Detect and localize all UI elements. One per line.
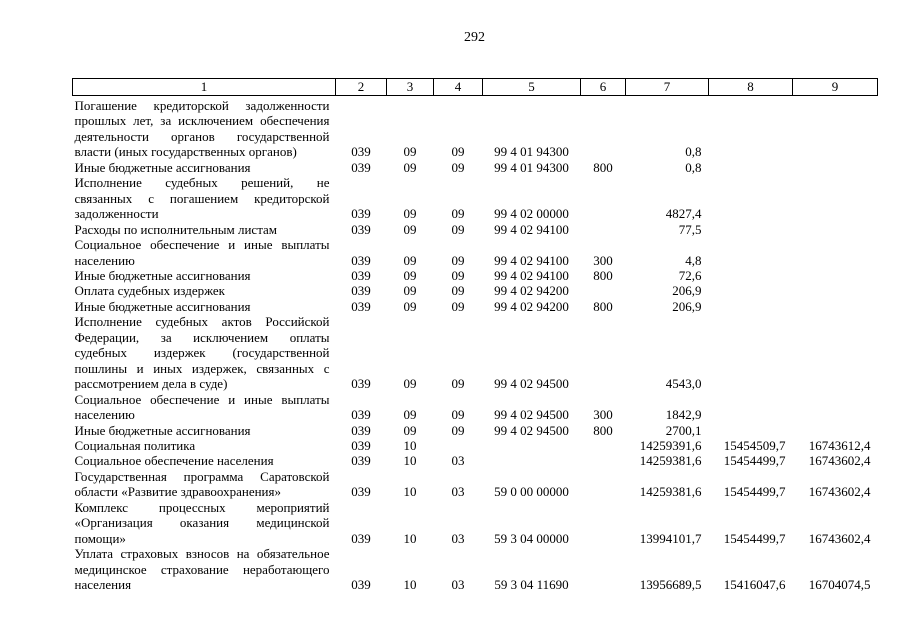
expense-type-cell [581, 314, 626, 391]
amount-year3-cell: 16743602,4 [808, 530, 871, 546]
amount-year3-cell [793, 423, 878, 438]
name-cell: Погашение кредиторской задолженности прошлых лет, за исключением обеспечения деятельности органов государственной власти (иных государственных органов) [74, 98, 330, 160]
table-row [73, 175, 878, 221]
subsection-cell: 09 [451, 407, 465, 423]
amount-year1-cell: 72,6 [678, 267, 702, 283]
name-cell: Оплата судебных издержек [74, 283, 225, 299]
table-row [73, 500, 878, 546]
amount-year3-cell [793, 392, 878, 423]
amount-year1-cell: 0,8 [685, 159, 702, 175]
column-number-header: 4 [434, 79, 483, 96]
amount-year3-cell [793, 96, 878, 160]
grbs-code-cell: 039 [351, 298, 371, 314]
target-article-cell: 99 4 02 94200 [494, 283, 569, 299]
subsection-cell: 09 [451, 221, 465, 237]
grbs-code-cell: 039 [351, 453, 371, 469]
target-article-cell: 99 4 02 94100 [494, 252, 569, 268]
amount-year2-cell [709, 299, 793, 314]
subsection-cell: 09 [451, 159, 465, 175]
table-row [73, 160, 878, 175]
amount-year3-cell [793, 314, 878, 391]
name-cell: Социальное обеспечение и иные выплаты населению [74, 391, 330, 423]
table-row [73, 438, 878, 453]
name-cell: Исполнение судебных актов Российской Федерации, за исключением оплаты судебных издержек (государственной пошлины и иных издержек, связанных с рассмотрением дела в суде) [74, 314, 330, 392]
expense-type-cell [581, 96, 626, 160]
subsection-cell: 03 [451, 453, 465, 469]
amount-year2-cell [709, 314, 793, 391]
amount-year2-cell [709, 175, 793, 221]
expense-type-cell [581, 453, 626, 468]
section-cell: 09 [403, 407, 417, 423]
subsection-cell: 09 [451, 283, 465, 299]
section-cell: 09 [403, 422, 417, 438]
name-cell: Иные бюджетные ассигнования [74, 422, 251, 438]
target-article-cell [483, 438, 581, 453]
amount-year1-cell: 0,8 [685, 144, 702, 160]
subsection-cell: 03 [451, 484, 465, 500]
name-cell: Социальная политика [74, 437, 196, 453]
expense-type-cell [581, 469, 626, 500]
table-row [73, 423, 878, 438]
subsection-cell: 09 [451, 252, 465, 268]
amount-year1-cell: 4,8 [685, 252, 702, 268]
grbs-code-cell: 039 [351, 407, 371, 423]
table-row [73, 283, 878, 298]
target-article-cell: 59 0 00 00000 [494, 484, 569, 500]
name-cell: Уплата страховых взносов на обязательное медицинское страхование неработающего населения [74, 546, 330, 593]
expense-type-cell: 300 [593, 252, 613, 268]
subsection-cell: 09 [451, 267, 465, 283]
section-cell: 10 [403, 577, 417, 593]
section-cell: 10 [403, 437, 417, 453]
amount-year2-cell: 15454499,7 [723, 453, 786, 469]
target-article-cell: 99 4 02 94100 [494, 267, 569, 283]
amount-year1-cell: 14259381,6 [639, 484, 702, 500]
target-article-cell: 99 4 02 94500 [494, 422, 569, 438]
amount-year2-cell: 15416047,6 [723, 577, 786, 593]
amount-year3-cell [793, 283, 878, 298]
section-cell: 09 [403, 283, 417, 299]
column-number-header: 7 [626, 79, 709, 96]
name-cell: Расходы по исполнительным листам [74, 221, 278, 237]
amount-year1-cell: 4543,0 [665, 376, 702, 392]
table-row [73, 546, 878, 592]
amount-year2-cell: 15454499,7 [723, 530, 786, 546]
table-row [73, 268, 878, 283]
subsection-cell: 09 [451, 206, 465, 222]
amount-year1-cell: 77,5 [678, 221, 702, 237]
subsection-cell: 03 [451, 530, 465, 546]
target-article-cell: 99 4 02 94500 [494, 376, 569, 392]
name-cell: Иные бюджетные ассигнования [74, 267, 251, 283]
name-cell: Социальное обеспечение и иные выплаты населению [74, 237, 330, 268]
expense-type-cell: 800 [593, 298, 613, 314]
expense-type-cell [581, 546, 626, 592]
table-row [73, 299, 878, 314]
name-cell: Комплекс процессных мероприятий «Организация оказания медицинской помощи» [74, 499, 330, 546]
subsection-cell: 09 [451, 144, 465, 160]
section-cell: 10 [403, 484, 417, 500]
grbs-code-cell: 039 [351, 484, 371, 500]
column-number-header: 5 [483, 79, 581, 96]
grbs-code-cell: 039 [351, 267, 371, 283]
target-article-cell: 99 4 01 94300 [494, 159, 569, 175]
amount-year3-cell: 16743602,4 [808, 484, 871, 500]
amount-year3-cell [793, 268, 878, 283]
expense-type-cell: 800 [593, 267, 613, 283]
amount-year2-cell [709, 423, 793, 438]
amount-year3-cell [793, 175, 878, 221]
table-header-row [73, 79, 878, 96]
amount-year1-cell: 13994101,7 [639, 530, 702, 546]
grbs-code-cell: 039 [351, 206, 371, 222]
column-number-header: 2 [336, 79, 387, 96]
amount-year2-cell: 15454499,7 [723, 484, 786, 500]
table-row [73, 96, 878, 160]
section-cell: 09 [403, 144, 417, 160]
table-row [73, 469, 878, 500]
amount-year3-cell [793, 237, 878, 268]
page-number: 292 [464, 30, 485, 45]
amount-year3-cell: 16704074,5 [808, 577, 871, 593]
table-row [73, 237, 878, 268]
subsection-cell: 09 [451, 298, 465, 314]
section-cell: 10 [403, 530, 417, 546]
subsection-cell: 03 [451, 577, 465, 593]
section-cell: 09 [403, 221, 417, 237]
expense-type-cell: 800 [593, 159, 613, 175]
amount-year2-cell [709, 283, 793, 298]
name-cell: Иные бюджетные ассигнования [74, 298, 251, 314]
grbs-code-cell: 039 [351, 376, 371, 392]
column-number-header: 9 [793, 79, 878, 96]
table-body [73, 96, 878, 593]
target-article-cell: 59 3 04 00000 [494, 530, 569, 546]
grbs-code-cell: 039 [351, 437, 371, 453]
amount-year2-cell [709, 237, 793, 268]
expense-type-cell [581, 283, 626, 298]
amount-year2-cell [709, 268, 793, 283]
name-cell: Исполнение судебных решений, не связанных с погашением кредиторской задолженности [74, 175, 330, 222]
amount-year1-cell: 206,9 [672, 298, 702, 314]
target-article-cell: 99 4 02 94100 [494, 221, 569, 237]
grbs-code-cell: 039 [351, 159, 371, 175]
amount-year2-cell [709, 222, 793, 237]
expense-type-cell [581, 175, 626, 221]
amount-year1-cell: 2700,1 [665, 422, 702, 438]
expense-type-cell [581, 222, 626, 237]
target-article-cell: 99 4 02 94200 [494, 298, 569, 314]
grbs-code-cell: 039 [351, 530, 371, 546]
amount-year2-cell [709, 392, 793, 423]
section-cell: 09 [403, 298, 417, 314]
table-row [73, 222, 878, 237]
amount-year3-cell [793, 160, 878, 175]
amount-year2-cell [709, 96, 793, 160]
amount-year3-cell: 16743602,4 [808, 453, 871, 469]
amount-year1-cell: 206,9 [672, 283, 702, 299]
grbs-code-cell: 039 [351, 577, 371, 593]
amount-year3-cell [793, 222, 878, 237]
amount-year2-cell [709, 160, 793, 175]
budget-table [72, 78, 878, 593]
section-cell: 09 [403, 376, 417, 392]
table-row [73, 392, 878, 423]
amount-year1-cell: 13956689,5 [639, 577, 702, 593]
expense-type-cell [581, 500, 626, 546]
expense-type-cell: 800 [593, 422, 613, 438]
column-number-header: 8 [709, 79, 793, 96]
section-cell: 09 [403, 252, 417, 268]
target-article-cell: 99 4 01 94300 [494, 144, 569, 160]
target-article-cell: 99 4 02 94500 [494, 407, 569, 423]
subsection-cell [434, 438, 483, 453]
amount-year1-cell: 14259391,6 [639, 437, 702, 453]
amount-year1-cell: 1842,9 [665, 407, 702, 423]
grbs-code-cell: 039 [351, 252, 371, 268]
subsection-cell: 09 [451, 422, 465, 438]
target-article-cell: 99 4 02 00000 [494, 206, 569, 222]
section-cell: 10 [403, 453, 417, 469]
target-article-cell: 59 3 04 11690 [494, 577, 569, 593]
grbs-code-cell: 039 [351, 422, 371, 438]
name-cell: Иные бюджетные ассигнования [74, 159, 251, 175]
name-cell: Социальное обеспечение населения [74, 453, 274, 469]
section-cell: 09 [403, 206, 417, 222]
name-cell: Государственная программа Саратовской области «Развитие здравоохранения» [74, 468, 330, 500]
amount-year3-cell [793, 299, 878, 314]
expense-type-cell: 300 [593, 407, 613, 423]
table-row [73, 453, 878, 468]
amount-year1-cell: 4827,4 [665, 206, 702, 222]
table-row [73, 314, 878, 391]
target-article-cell [483, 453, 581, 468]
column-number-header: 1 [73, 79, 336, 96]
column-number-header: 3 [387, 79, 434, 96]
grbs-code-cell: 039 [351, 221, 371, 237]
grbs-code-cell: 039 [351, 144, 371, 160]
column-number-header: 6 [581, 79, 626, 96]
amount-year2-cell: 15454509,7 [723, 437, 786, 453]
amount-year3-cell: 16743612,4 [808, 437, 871, 453]
section-cell: 09 [403, 159, 417, 175]
subsection-cell: 09 [451, 376, 465, 392]
amount-year1-cell: 14259381,6 [639, 453, 702, 469]
section-cell: 09 [403, 267, 417, 283]
expense-type-cell [581, 438, 626, 453]
grbs-code-cell: 039 [351, 283, 371, 299]
